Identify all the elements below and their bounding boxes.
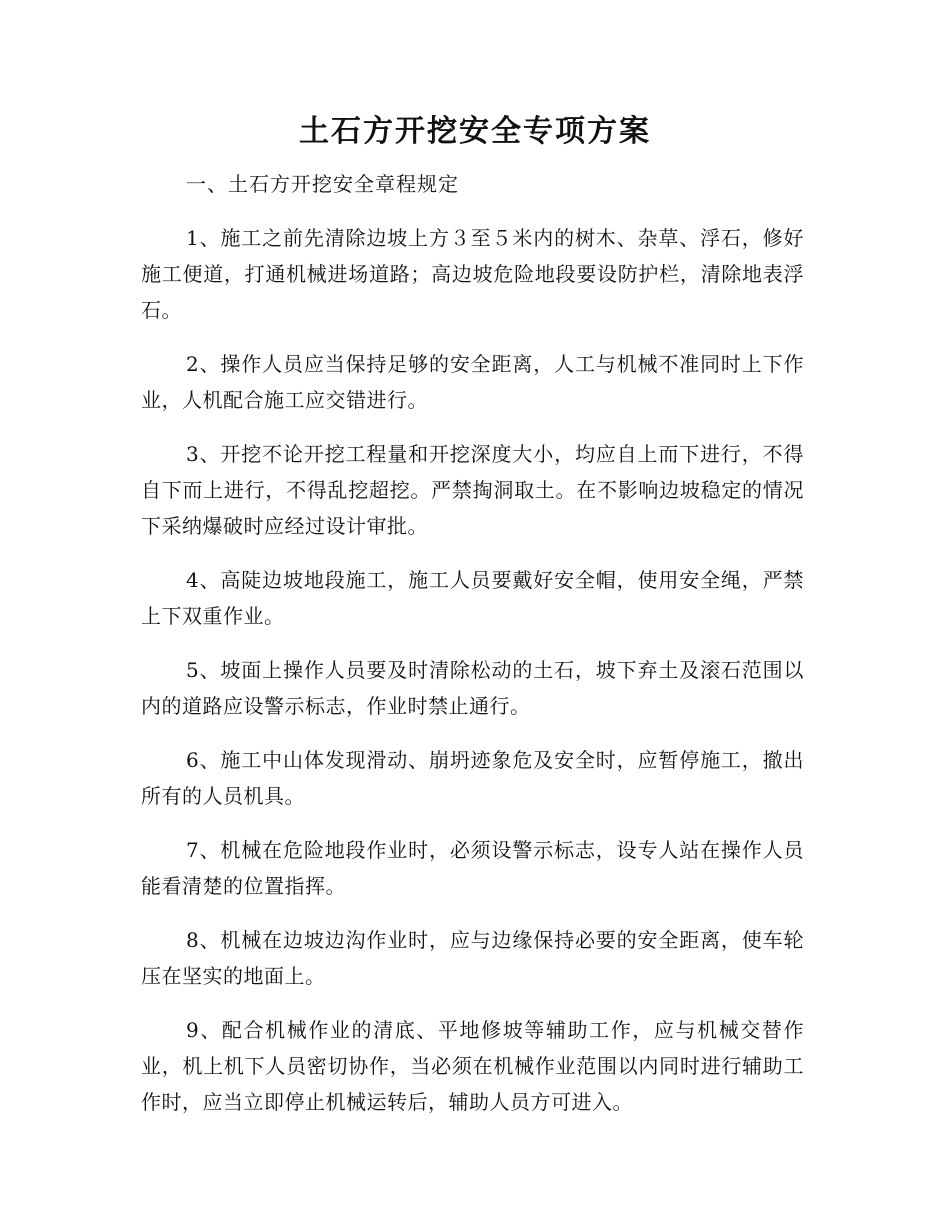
paragraph-5: 5、坡面上操作人员要及时清除松动的土石，坡下弃土及滚石范围以内的道路应设警示标志，作业时禁止通行。: [141, 658, 804, 718]
paragraph-8: 8、机械在边坡边沟作业时，应与边缘保持必要的安全距离，使车轮压在坚实的地面上。: [141, 928, 804, 988]
section-heading: 一、土石方开挖安全章程规定: [186, 172, 459, 196]
paragraph-4: 4、高陡边坡地段施工，施工人员要戴好安全帽，使用安全绳，严禁上下双重作业。: [141, 568, 804, 628]
document-title: 土石方开挖安全专项方案: [299, 114, 651, 149]
paragraph-7: 7、机械在危险地段作业时，必须设警示标志，设专人站在操作人员能看清楚的位置指挥。: [141, 838, 804, 898]
paragraph-3: 3、开挖不论开挖工程量和开挖深度大小，均应自上而下进行，不得自下而上进行，不得乱挖超挖。严禁掏洞取土。在不影响边坡稳定的情况下采纳爆破时应经过设计审批。: [141, 442, 804, 538]
paragraph-1: 1、施工之前先清除边坡上方３至５米内的树木、杂草、浮石，修好施工便道，打通机械进场道路；高边坡危险地段要设防护栏，清除地表浮石。: [141, 226, 804, 322]
paragraph-2: 2、操作人员应当保持足够的安全距离，人工与机械不准同时上下作业，人机配合施工应交错进行。: [141, 352, 804, 412]
paragraph-9: 9、配合机械作业的清底、平地修坡等辅助工作，应与机械交替作业，机上机下人员密切协作，当必须在机械作业范围以内同时进行辅助工作时，应当立即停止机械运转后，辅助人员方可进入。: [141, 1018, 804, 1114]
paragraph-6: 6、施工中山体发现滑动、崩坍迹象危及安全时，应暂停施工，撤出所有的人员机具。: [141, 748, 804, 808]
